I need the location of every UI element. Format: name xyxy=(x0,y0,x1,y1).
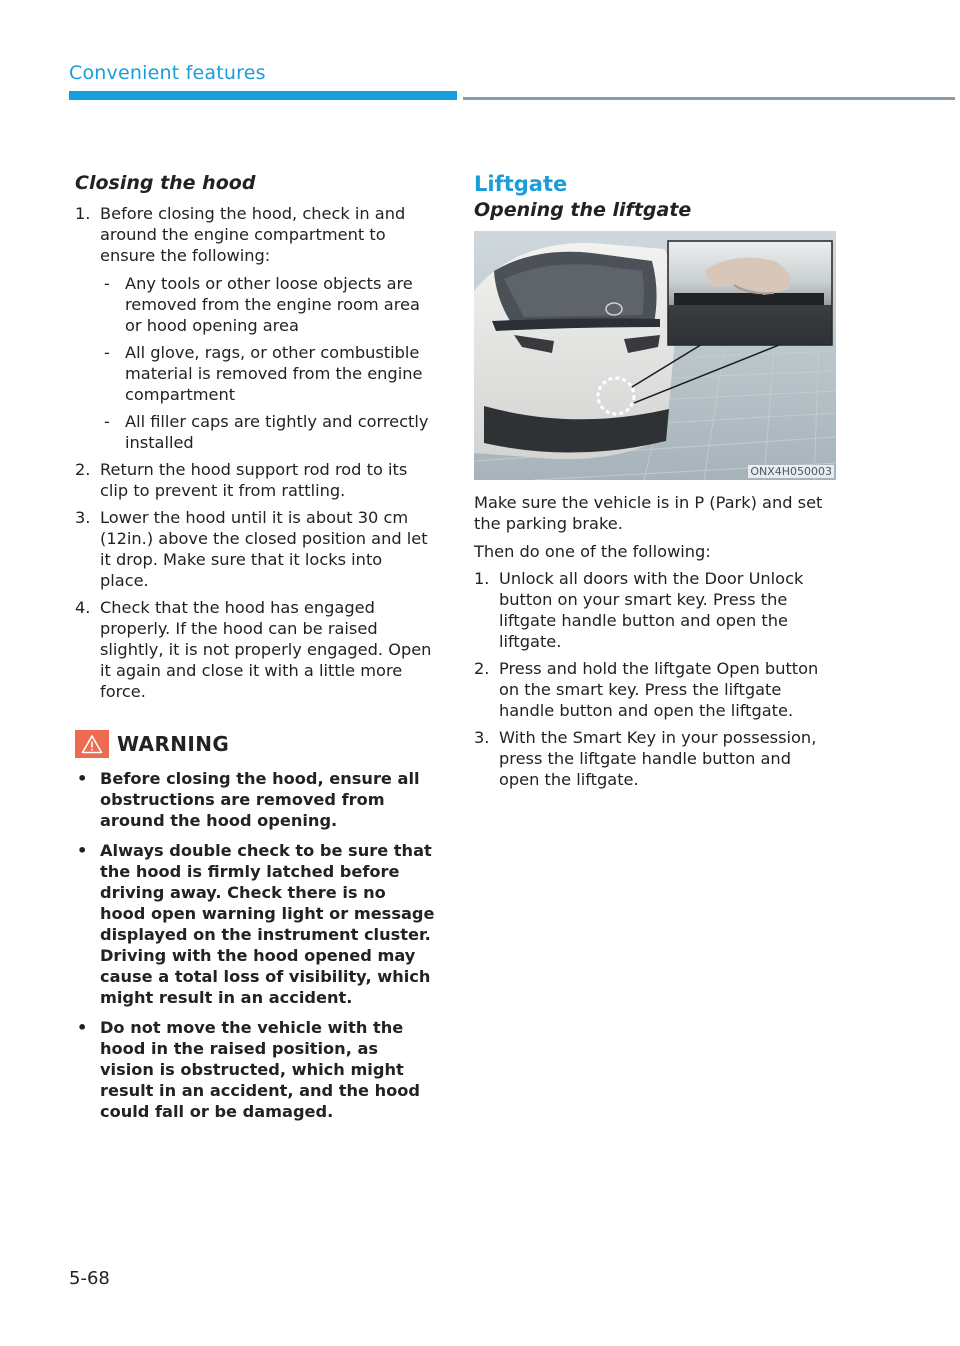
page-number: 5-68 xyxy=(69,1268,110,1289)
step-number: 2. xyxy=(474,659,490,678)
check-item: - All glove, rags, or other combustible material is removed from the engine compartment xyxy=(104,343,423,404)
liftgate-illustration xyxy=(474,231,836,480)
warning-item: • Always double check to be sure that the hood is firmly latched before driving away. Check there is no hood open warning light or message displayed on the instrument cluster. Driving with the hood opened may cause a total loss of visibility, which might result in an accident. xyxy=(77,841,435,1007)
step-text: Lower the hood until it is about 30 cm (12in.) above the closed position and let it drop. Make sure that it locks into place. xyxy=(100,508,428,590)
step-text: Before closing the hood, check in and around the engine compartment to ensure the following: xyxy=(100,204,406,265)
check-item-text: All filler caps are tightly and correctly installed xyxy=(125,412,429,452)
header-rule xyxy=(463,97,955,100)
warning-item-text: Before closing the hood, ensure all obstructions are removed from around the hood opening. xyxy=(100,769,420,830)
warning-item-text: Do not move the vehicle with the hood in the raised position, as vision is obstructed, which might result in an accident, and the hood could fall or be damaged. xyxy=(100,1018,421,1121)
step-number: 3. xyxy=(474,728,490,747)
closing-hood-steps xyxy=(75,203,435,702)
check-item-text: Any tools or other loose objects are removed from the engine room area or hood opening area xyxy=(125,274,420,335)
hood-step-1 xyxy=(75,203,435,453)
left-column xyxy=(75,172,435,1131)
figure-code: ONX4H050003 xyxy=(750,465,832,478)
step-number: 1. xyxy=(75,204,91,223)
liftgate-intro: Make sure the vehicle is in P (Park) and set the parking brake. xyxy=(474,493,823,533)
hood-check-list xyxy=(100,273,435,453)
closing-hood-title: Closing the hood xyxy=(75,172,256,194)
liftgate-subtitle: Opening the liftgate xyxy=(474,199,692,221)
hood-step-3 xyxy=(75,507,435,591)
liftgate-step-1 xyxy=(474,568,836,652)
step-text: Press and hold the liftgate Open button on the smart key. Press the liftgate handle button and open the liftgate. xyxy=(499,659,819,720)
step-number: 4. xyxy=(75,598,91,617)
liftgate-step-3 xyxy=(474,727,836,790)
header-rule-accent xyxy=(69,91,457,100)
step-text: Return the hood support rod rod to its clip to prevent it from rattling. xyxy=(100,460,408,500)
liftgate-steps xyxy=(474,568,836,790)
check-item: - Any tools or other loose objects are removed from the engine room area or hood opening area xyxy=(104,274,420,335)
warning-list xyxy=(75,768,435,1122)
section-header: Convenient features xyxy=(69,62,266,84)
right-column xyxy=(474,172,836,796)
step-text: With the Smart Key in your possession, press the liftgate handle button and open the liftgate. xyxy=(499,728,817,789)
hood-step-2 xyxy=(75,459,435,501)
step-number: 3. xyxy=(75,508,91,527)
hood-step-4 xyxy=(75,597,435,702)
warning-item: • Before closing the hood, ensure all obstructions are removed from around the hood opening. xyxy=(77,769,420,830)
step-text: Check that the hood has engaged properly. If the hood can be raised slightly, it is not properly engaged. Open it again and close it with a little more force. xyxy=(100,598,432,701)
step-text: Unlock all doors with the Door Unlock button on your smart key. Press the liftgate handle button and open the liftgate. xyxy=(499,569,804,651)
warning-item-text: Always double check to be sure that the hood is firmly latched before driving away. Check there is no hood open warning light or message displayed on the instrument cluster. Driving with the hood opened may cause a total loss of visibility, which might result in an accident. xyxy=(100,841,435,1007)
warning-header xyxy=(75,730,435,758)
liftgate-step-2 xyxy=(474,658,836,721)
step-number: 2. xyxy=(75,460,91,479)
liftgate-intro-2: Then do one of the following: xyxy=(474,542,711,561)
check-item: - All filler caps are tightly and correctly installed xyxy=(104,412,429,452)
check-item-text: All glove, rags, or other combustible material is removed from the engine compartment xyxy=(125,343,423,404)
liftgate-photo xyxy=(474,231,836,480)
warning-icon xyxy=(75,730,109,758)
step-number: 1. xyxy=(474,569,490,588)
warning-title: WARNING xyxy=(117,732,230,756)
liftgate-section-title: Liftgate xyxy=(474,172,568,196)
warning-item: • Do not move the vehicle with the hood in the raised position, as vision is obstructed, which might result in an accident, and the hood could fall or be damaged. xyxy=(77,1018,421,1121)
